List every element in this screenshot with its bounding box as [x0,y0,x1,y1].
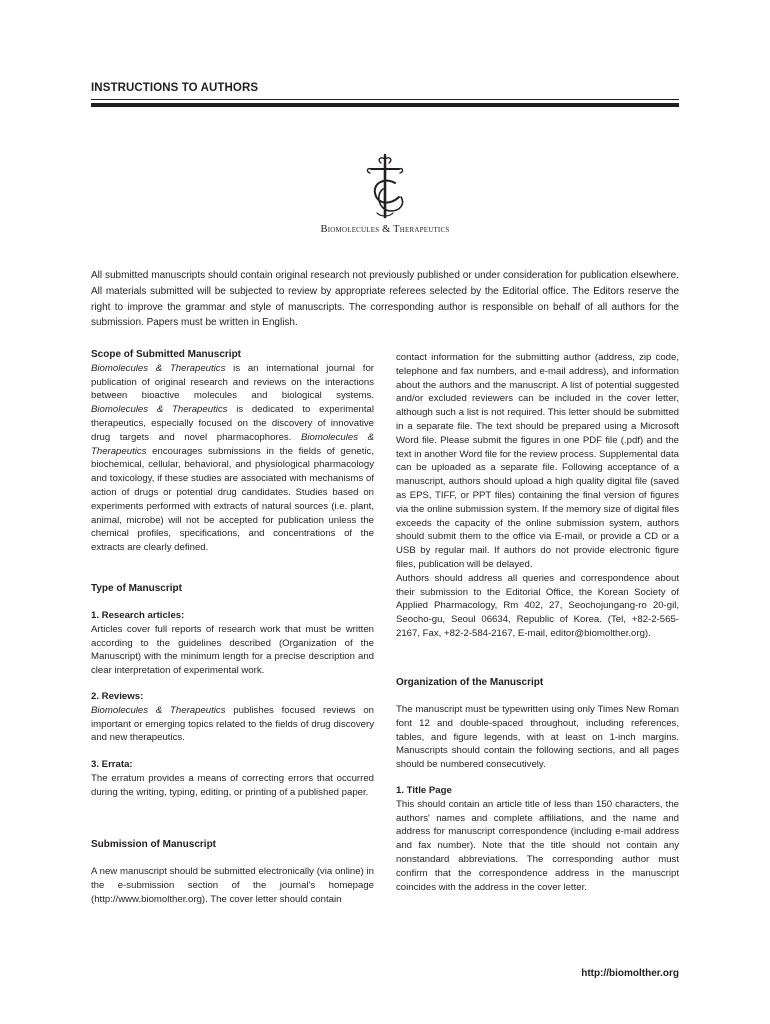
submission-heading-block [91,838,374,852]
type-heading-block [91,582,374,596]
journal-logo-icon [355,153,415,219]
reviews-block [91,690,374,745]
submission-text-left-block [91,865,374,906]
errata-text: The erratum provides a means of correcting errors that occurred during the writing, typing, editing, or printing of a published paper. [91,772,374,798]
scope-section [91,348,374,555]
title-page-block [396,784,679,894]
scope-text: Biomolecules & Therapeutics is an international journal for publication of original research and reviews on the interactions between bioactive molecules and biological systems. Biomolecules & Therapeutics is dedicated to experimental therapeutics, especially focused on the discovery of innovative drug targets and novel pharmacophores. Biomolecules & Therapeutics encourages submissions in the fields of genetic, biochemical, cellular, behavioral, and physiological pharmacology and toxicology, if these studies are associated with mechanisms of action of drugs or potential drug candidates. Studies based on experiments performed with extracts of natural sources (i.e. plant, animal, microbe) will not be accepted for publication unless the chemical profiles, specifications, and concentrations of the extracts are clearly defined. [91,362,375,554]
research-text: Articles cover full reports of research work that must be written according to the guidelines described (Organization of the Manuscript) with the minimum length for a precise description and clear interpretation of experimental work. [91,623,374,677]
title-page-text: This should contain an article title of less than 150 characters, the authors' names and complete affiliations, and the name and address for manuscript correspondence (including e-mail address and fax number). Note that the title should not contain any nonstandard abbreviations. The corresponding author must confirm that the correspondence address in the manuscript coincides with the address in the cover letter. [396,798,679,893]
reviews-text: Biomolecules & Therapeutics publishes focused reviews on important or emerging topics related to the fields of drug discovery and new therapeutics. [91,704,374,744]
header-rule-thin [91,99,679,100]
journal-name: Biomolecules & Therapeutics [320,224,450,235]
reviews-title: 2. Reviews: [91,691,144,702]
errata-title: 3. Errata: [91,759,133,770]
submission-continued-block [396,351,679,641]
intro-paragraph: All submitted manuscripts should contain original research not previously published or under consideration for publication elsewhere. All materials submitted will be subjected to review by appropriate referees selected by the Editorial office. The Editors reserve the right to improve the grammar and style of manuscripts. The corresponding author is responsible on behalf of all authors for the submission. Papers must be written in English. [91,270,679,329]
organization-heading-block [396,676,679,690]
research-articles-block [91,609,374,678]
organization-heading: Organization of the Manuscript [396,677,544,688]
submission-heading: Submission of Manuscript [91,839,217,850]
organization-text: The manuscript must be typewritten using only Times New Roman font 12 and double-spaced throughout, including references, tables, and figure legends, with at least on 1-inch margins. Manuscripts should contain the following sections, and all pages should be numbered consecutively. [396,704,679,771]
submission-text-right: contact information for the submitting author (address, zip code, telephone and fax numbers, and e-mail address), and information about the authors and the manuscript. A list of potential suggested and/or excluded reviewers can be included in the cover letter, although such a list is not required. This letter should be submitted in a separate file. The text should be prepared using a Microsoft Word file. Please submit the figures in one PDF file (.pdf) and the text in another Word file for the review process. Supplemental data can be uploaded as a separate file. Following acceptance of a manuscript, authors should upload a high quality digital file (saved as EPS, TIFF, or PPT files) containing the final version of figures via the online submission system. If the memory size of digital files exceeds the capacity of the online submission system, authors should submit them to the office via E-mail, or provide a CD or a USB by regular mail. If authors do not provide electronic figure files, publication will be delayed. [396,352,679,570]
title-page-heading: 1. Title Page [396,785,452,796]
submission-address: Authors should address all queries and correspondence about their submission to the Editorial Office, the Korean Society of Applied Pharmacology, Rm 402, 27, Seochojungang-ro 20-gil, Seocho-gu, Seoul 06634, Republic of Korea. (Tel, +82-2-565-2167, Fax, +82-2-584-2167, E-mail, editor@biomolther.org). [396,572,679,639]
header-rule-thick [91,103,679,107]
errata-block [91,758,374,799]
type-heading: Type of Manuscript [91,583,182,594]
page-title: INSTRUCTIONS TO AUTHORS [91,82,259,94]
research-title: 1. Research articles: [91,610,185,621]
submission-text-left: A new manuscript should be submitted electronically (via online) in the e-submission section of the journal's homepage (http://www.biomolther.org). The cover letter should contain [91,866,374,905]
scope-heading: Scope of Submitted Manuscript [91,349,242,360]
footer-url-link[interactable]: http://biomolther.org [581,968,679,979]
organization-text-block [396,703,679,772]
